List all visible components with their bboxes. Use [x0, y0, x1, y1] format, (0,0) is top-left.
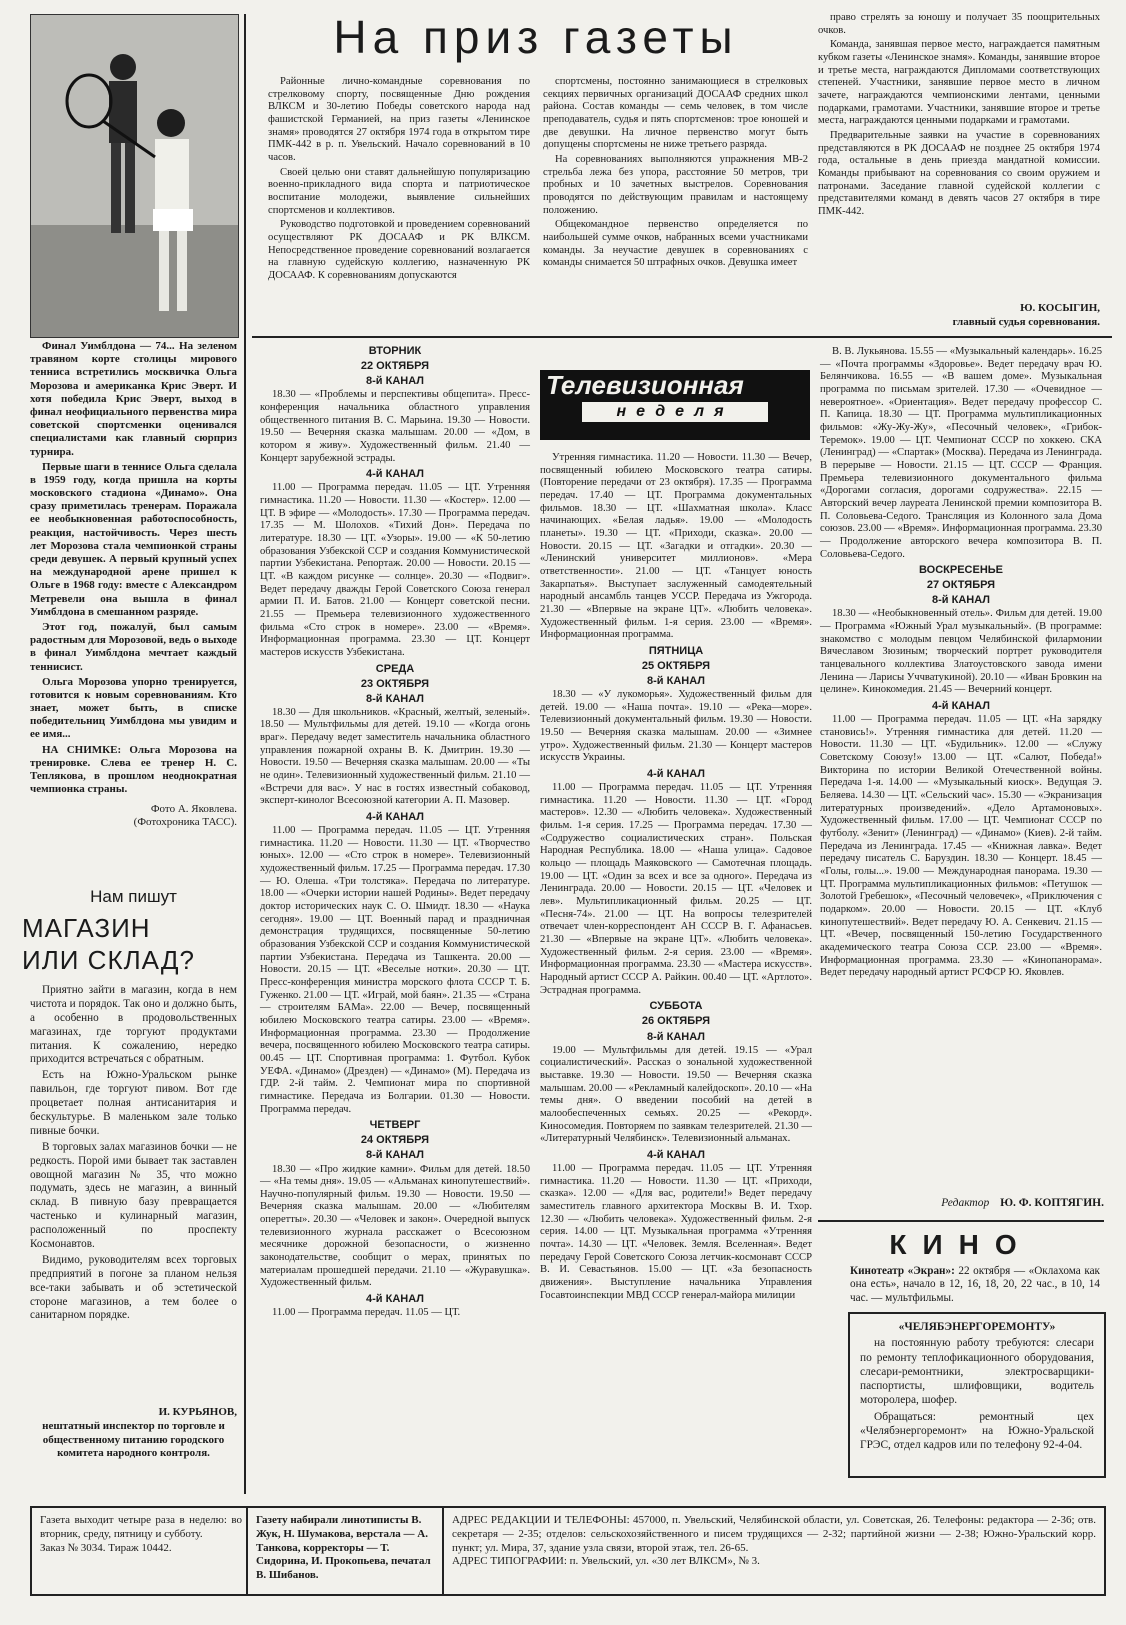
tennis-photo: [30, 14, 239, 338]
tv-day-heading: 4-й КАНАЛ: [932, 700, 990, 713]
letter-author: [30, 1406, 237, 1486]
letter-title-line: ИЛИ СКЛАД?: [22, 945, 195, 975]
tv-day-heading: 4-й КАНАЛ: [366, 811, 424, 824]
letter-paragraph: Есть на Южно-Уральском рынке павильон, где торгуют пивом. Вот где процветает полная антисанитария и бескультурье. В маленьком зале только пивные бочки.: [30, 1069, 237, 1137]
job-ad-title: «ЧЕЛЯБЭНЕРГОРЕМОНТУ»: [898, 1321, 1056, 1333]
footer-order: Заказ № 3034. Тираж 10442.: [40, 1541, 172, 1554]
tv-program-text: 19.00 — Мультфильмы для детей. 19.15 — «Урал социалистический». Рассказ о зональной художественной выставке. 19.30 — Новости. 19.50 — Вечерняя сказка малышам. 20.00 — «Рекламный калейдоскоп». 20.10 — «На темы дня». О введении пособий на детей в малообеспеченных семьях. 20.25 — «Рекорд». Киносомедия. Повторяем по заявкам телезрителей. 21.30 — «Литературный Челябинск». Телевизионный альманах.: [540, 1044, 812, 1145]
tv-day-heading: 4-й КАНАЛ: [647, 1148, 705, 1161]
tv-day-heading: СУББОТА: [649, 1000, 703, 1013]
section-divider: [818, 1220, 1104, 1222]
tv-program-text: В. В. Лукьянова. 15.55 — «Музыкальный календарь». 16.25 — «Почта программы «Здоровье». Ведет передачу врач Ю. Белянчикова. 16.55 — «В вашем доме». Музыкальная программа по письмам зрителей. 17.30 — «Очевидное — невероятное». «Ориентация». Ведет передачу профессор С. П. Капица. 18.30 — ЦТ. Программа мультипликационных фильмов: «Жу-Жу-Жу», «Песочный человек», «Грибок-Теремок». 19.00 — ЦТ. Чемпионат СССР по хоккею. СКА (Ленинград) — «Спартак» (Москва). Передача из Ленинграда. В перерыве — Новости. 21.15 — ЦТ. СССР — Франция. Премьера телевизионного документального фильма «Дорогами согласия, дорогами содружества». 22.15 — Авторский вечер лауреата Ленинской премии композитора В. П. Соловьева-Седого. Трансляция из Колонного зала Дома союзов. 23.00 — «Время». Информационная программа. 23.30 — Продолжение авторского вечера композитора В. П. Соловьева-Седого.: [820, 346, 1102, 560]
letter-author-note: нештатный инспектор по торговле и общественному питанию городского комитета народного контроля.: [42, 1419, 225, 1460]
caption-paragraph: Этот год, пожалуй, был самым радостным для Морозовой, ведь о выходе в финал Уимблдона мечтает каждый теннисист.: [30, 620, 238, 673]
footer-schedule-text: Газета выходит четыре раза в неделю: во вторник, среду, пятницу и субботу.: [40, 1514, 242, 1540]
tv-day-heading: 8-й КАНАЛ: [647, 675, 705, 688]
letter-title-line: МАГАЗИН: [22, 913, 151, 943]
tv-column-3: [820, 346, 1102, 1192]
kino-cinema-name: Кинотеатр «Экран»:: [850, 1265, 955, 1277]
prize-column-3: [818, 12, 1100, 300]
tv-program-text: 11.00 — Программа передач. 11.05 — ЦТ. «На зарядку становись!». Утренняя гимнастика для детей. 11.20 — Новости. 11.30 — ЦТ. «Будильник». 12.00 — «Служу Советскому Союзу!» 13.00 — ЦТ. «Салют, Победа!» Викторина по истории Великой Отечественной войны. Передача 1-я. 14.00 — «Музыкальный киоск». Ведущая Э. Беляева. 14.30 — ЦТ. «Сельский час». 15.30 — «Экранизация литературных произведений». «Дело Артамоновых». Художественный фильм. 17.00 — ЦТ. Чемпионат СССР по футболу. «Зенит» (Ленинград) — «Динамо» (Киев). 2-й тайм. Передача из Ленинграда. 17.45 — «Книжная лавка». Ведет передачу писатель С. Баруздин. 18.30 — Концерт. 18.45 — «Голы, голы...». 19.00 — Международная панорама. 19.30 — ЦТ. Программа мультипликационных фильмов: «Петушок — Золотой Гребешок», «Песочный человечек», «Приключения с подарком». 20.00 — Новости. 20.15 — ЦТ. «Клуб кинопутешествий». Ведет передачу Ю. А. Сенкевич. 21.15 — ЦТ. «Вечер, посвященный 150-летию Государственного академического театра Союза ССР. 23.00 — «Время». Информационная программа. 23.30 — «Кинопанорама». Ведет передачу народный артист РСФСР Ю. Яковлев.: [820, 714, 1102, 979]
prize-column-1: [268, 76, 530, 318]
footer-schedule: [40, 1514, 242, 1586]
tv-day-heading: 23 ОКТЯБРЯ: [360, 677, 430, 690]
editor-label: Редактор: [941, 1197, 990, 1209]
tv-day-heading: 4-й КАНАЛ: [366, 1293, 424, 1306]
kino-text: [850, 1265, 1100, 1307]
column-divider: [244, 14, 246, 1494]
prize-paragraph: спортсмены, постоянно занимающиеся в стрелковых секциях первичных организаций ДОСААФ средних школ района. Состав команды — семь человек, в том числе преподаватель, судья и пять спортсменов: трое юношей и две девушки. На личное первенство могут быть допущены спортсмены не ниже третьего разряда.: [543, 76, 808, 151]
tv-day-heading: СРЕДА: [375, 662, 415, 675]
tv-day-heading: ПЯТНИЦА: [648, 644, 704, 657]
tv-program-text: 18.30 — «Проблемы и перспективы общепита». Пресс-конференция начальника областного управления общественного питания В. С. Марьина. 19.30 — Новости. 19.50 — Вечерняя сказка малышам. 20.00 — «Дом, в котором я живу». Художественный фильм. 21.40 — Концерт зарубежной эстрады.: [260, 389, 530, 464]
tv-program-text: 18.30 — «Необыкновенный отель». Фильм для детей. 19.00 — Программа «Южный Урал музыкальный». (В программе: знакомство с молодым певцом Челябинской филармонии Вячеславом Зюзиным; творческий портрет руководителя танцевального коллектива Златоустовского завода имени Ленина — Ларисы Уччватукиной). 20.10 — «Иван Бровкин на целине». Кинокомедия. 21.45 — Вечерний концерт.: [820, 608, 1102, 696]
editor-line: [818, 1197, 1104, 1215]
caption-paragraph: Финал Уимблдона — 74... На зеленом травяном корте столицы мирового тенниса встретились москвичка Ольга Морозова и американка Крис Эверт. И хотя победила Крис Эверт, выход в финал неофициального первенства мира советской спортсменки оценивался специалистами как главный сюрприз турнира.: [30, 340, 237, 458]
tv-day-heading: 8-й КАНАЛ: [366, 1149, 424, 1162]
prize-paragraph: Общекомандное первенство определяется по наибольшей сумме очков, набранных всеми участниками команды. За неучастие девушек в соревнованиях с команды снимается 50 штрафных очков. Девушка имеет: [543, 219, 808, 269]
tv-week-logo: [540, 370, 810, 440]
photo-credit-line: (Фотохроника ТАСС).: [133, 816, 237, 829]
tennis-photo-image: [31, 15, 238, 337]
tv-column-2: [540, 452, 812, 1494]
tv-day-heading: 22 ОКТЯБРЯ: [360, 360, 430, 373]
tv-day-heading: 8-й КАНАЛ: [366, 692, 424, 705]
letter-paragraph: В торговых залах магазинов бочки — не редкость. Порой ими бывает так заставлен овощной магазин № 35, что можно подумать, здесь не магазин, а винный склад. В пивную базу превращается частенько и кулинарный магазин, расположенный по проспекту Космонавтов.: [30, 1140, 237, 1251]
prize-paragraph: Своей целью они ставят дальнейшую популяризацию военно-прикладного вида спорта и патриотическое воспитание молодежи, выявление сильнейших спортсменов и коллективов.: [268, 166, 530, 216]
tv-program-text: 18.30 — Для школьников. «Красный, желтый, зеленый». 18.50 — Мультфильмы для детей. 19.10 — «Когда огонь враг». Передачу ведет заместитель начальника областного управления пожарной охраны В. К. Дмитрин. 19.30 — Новости. 19.50 — Вечерняя сказка малышам. 20.00 — «Ты не один». Телевизионный художественный фильм. 21.10 — «Встречи для вас». У нас в гостях известный собаковод, эксперт-кинолог Всесоюзной категории А. П. Мазовер.: [260, 706, 530, 807]
letter-body: [30, 984, 237, 1404]
letter-paragraph: Видимо, руководителям всех торговых предприятий в погоне за планом нельзя все-таки забывать и об эстетической стороне магазинов, а тем более о санитарном порядке.: [30, 1253, 237, 1322]
prize-column-2: [543, 76, 808, 318]
prize-paragraph: Районные лично-командные соревнования по стрелковому спорту, посвященные Дню рождения ВЛКСМ и 30-летию Победы советского народа над фашистской Германией, на приз газеты «Ленинское знамя» проводятся 27 октября 1974 года в открытом тире ПМК-442 в р. п. Увельский. Начало соревнований в 10 часов.: [268, 76, 530, 163]
tv-day-heading: ВОСКРЕСЕНЬЕ: [918, 564, 1004, 577]
tv-day-heading: 27 ОКТЯБРЯ: [926, 579, 996, 592]
prize-signature-name: Ю. КОСЫГИН,: [1020, 302, 1100, 314]
caption-paragraph: Первые шаги в теннисе Ольга сделала в 1959 году, когда пришла на корты московского стадиона «Динамо». Она сразу приметилась тренерам. Поражала ее необыкновенная работоспособность, реакция, настойчивость. Через шесть лет Морозова стала чемпионкой страны среди девушек. А первый крупный успех на международной арене пришел к Ольге в 1968 году: вместе с Александром Метревели она вышла в финал Уимблдона в смешанном разряде.: [30, 460, 237, 618]
tv-program-text: 18.30 — «Про жидкие камни». Фильм для детей. 18.50 — «На темы дня». 19.05 — «Альманах кинопутешествий». Научно-популярный фильм. 19.30 — Новости. 19.50 — Вечерняя сказка малышам. 20.00 — «Любителям оперетты». 20.30 — «Человек и закон». Очередной выпуск телевизионного журнала расскажет о Всесоюзном месячнике дорожной безопасности, о жизненно законодательстве, сообщит о мерах, принятых по материалам прошедшей передачи. 21.10 — «Журавушка». Художественный фильм.: [260, 1163, 530, 1289]
tv-program-text: 11.00 — Программа передач. 11.05 — ЦТ. Утренняя гимнастика. 11.20 — Новости. 11.30 — «Костер». 12.00 — ЦТ. В эфире — «Молодость». 17.30 — Программа передач. 17.35 — М. Шолохов. «Тихий Дон». Передача по литературе. 18.30 — ЦТ. «Узоры». 19.00 — «К 50-летию образования Узбекской ССР и создания Коммунистической партии Узбекистана. Репортаж. 20.00 — Новости. 20.15 — ЦТ. «В каждом рисунке — солнце». 20.30 — «Подвиг». Ведет передачу дважды Герой Советского Союза генерал армии П. И. Батов. 21.00 — Концерт советской песни. 21.55 — Премьера телевизионного художественного фильма «Сто строк в номере». 23.00 — «Время». Информационная программа. 23.30 — ЦТ. Концерт мастеров искусств Узбекистана.: [260, 482, 530, 658]
photo-credit: [30, 803, 237, 839]
tv-week-logo-line1: Телевизионная: [546, 370, 744, 400]
footer-printing-address: АДРЕС ТИПОГРАФИИ: п. Увельский, ул. «30 лет ВЛКСМ», № 3.: [452, 1555, 760, 1568]
caption-paragraph: НА СНИМКЕ: Ольга Морозова на тренировке. Слева ее тренер Н. С. Теплякова, в прошлом неоднократная чемпионка страны.: [30, 743, 237, 796]
prize-signature-role: главный судья соревнования.: [952, 315, 1100, 328]
prize-signature: [818, 302, 1100, 334]
tv-day-heading: 4-й КАНАЛ: [366, 468, 424, 481]
tv-day-heading: 26 ОКТЯБРЯ: [641, 1015, 711, 1028]
tv-program-text: 11.00 — Программа передач. 11.05 — ЦТ. Утренняя гимнастика. 11.20 — Новости. 11.30 — ЦТ. «Город мастеров». 12.30 — «Любить человека». Художественный фильм. 1-я серия. 17.25 — Программа передач. 17.30 — «Содружество социалистических стран». Польская Народная Республика. 18.00 — «Наша улица». Садовое кольцо — площадь Маяковского — Самотечная площадь. 19.00 — ЦТ. «Один за всех и все за одного». Передача из Ленинграда. 20.00 — Новости. 20.15 — ЦТ. «Человек и лев». Мультипликационный фильм. 20.25 — ЦТ. «Песня-74». 21.00 — ЦТ. На вопросы телезрителей отвечает член-корреспондент АН СССР В. Г. Афанасьев. 21.30 — «Впервые на экране ЦТ». «Любить человека». Художественный фильм. 2-я серия. 23.00 — «Время». Информационная программа. 23.30 — «Мастера искусств». Народный артист СССР А. Райкин. 00.40 — ЦТ. «Артлото». Эстрадная программа.: [540, 782, 812, 996]
tv-day-heading: 8-й КАНАЛ: [366, 375, 424, 388]
tv-week-logo-line2: неделя: [580, 400, 770, 424]
tv-program-text: 11.00 — Программа передач. 11.05 — ЦТ.: [272, 1307, 461, 1319]
tv-day-heading: 8-й КАНАЛ: [647, 1030, 705, 1043]
editor-name: Ю. Ф. КОПТЯГИН.: [1000, 1197, 1104, 1209]
tv-program-text: 18.30 — «У лукоморья». Художественный фильм для детей. 19.00 — «Наша почта». 19.10 — «Река—море». Телевизионный документальный фильм. 19.30 — Новости. 19.50 — Вечерняя сказка малышам. 20.00 — «Зимнее утро». Художественный фильм. 21.30 — Концерт мастеров искусств Украины.: [540, 689, 812, 764]
tv-day-heading: 4-й КАНАЛ: [647, 768, 705, 781]
prize-paragraph: Команда, занявшая первое место, награждается памятным кубком газеты «Ленинское знамя». Команды, занявшие второе и третье места, награждаются Дипломами соответствующих степеней. Участники, занявшие первое место в личном зачете, награждаются чемпионскими лентами, ценными подарками, грамотами. Участники, занявшие второе и третье места, награждаются ценными подарками и грамотами.: [818, 39, 1100, 127]
tv-day-heading: ЧЕТВЕРГ: [369, 1119, 421, 1132]
photo-caption: [30, 340, 238, 796]
letter-paragraph: Приятно зайти в магазин, когда в нем чистота и порядок. Так оно и должно быть, а особенно в продовольственных магазинах, где торгуют продуктами питания. К сожалению, нередко приходится встречаться с обратным.: [30, 984, 237, 1066]
section-divider: [252, 336, 1112, 338]
letter-title: [22, 912, 237, 982]
kino-schedule: 22 октября — «Оклахома как она есть», начало в 12, 16, 18, 20, 22 час., в 10, 14 час. — мультфильмы.: [850, 1265, 1100, 1304]
prize-paragraph: Предварительные заявки на участие в соревнованиях представляются в РК ДОСААФ не позднее 25 октября 1974 года, остальные в день приезда мандатной комиссии. Команды прибывают на соревнования со своим оружием и патронами. Заседание главной судейской коллегии с представителями команд в девять часов 27 октября в тире ПМК-442.: [818, 129, 1100, 217]
kino-title: КИНО: [889, 1229, 1033, 1260]
prize-title: На приз газеты: [333, 11, 739, 63]
tv-program-text: 11.00 — Программа передач. 11.05 — ЦТ. Утренняя гимнастика. 11.20 — Новости. 11.30 — ЦТ. «Творчество юных». 12.00 — «Сто строк в номере». Телевизионный художественный фильм. 17.25 — Программа передач. 17.30 — Ю. Олеша. «Три толстяка». Передача по литературе. 18.00 — «Очерки истории нашей Родины». Ведет передачу доктор исторических наук С. О. Шмидт. 18.30 — «Наука сегодня». 19.00 — ЦТ. Военный парад и праздничная демонстрация трудящихся, посвященные 50-летию образования Узбекской ССР и создания Коммунистической партии Узбекистана. Передача из Ташкента. 20.00 — Новости. 20.15 — ЦТ. «Веселые нотки». 20.30 — ЦТ. Пресс-конференция министра морского флота СССР Т. Б. Гуженко. 21.00 — ЦТ. «Играй, мой баян». 21.35 — «Страна — строителям БАМа». 22.00 — Вечер, посвященный юбилею Московского театра сатиры. 23.00 — «Время». Информационная программа. 23.30 — Продолжение вечера, посвященного юбилею Московского театра сатиры. 00.45 — ЦТ. Спортивная программа: 1. Футбол. Кубок УЕФА. «Динамо» (Дрезден) — «Динамо» (М). Передача из ГДР. 2-й тайм. 2. Чемпионат мира по спортивной гимнастике. Передача из Болгарии. 01.30 — Новости. Программа передач.: [260, 825, 530, 1115]
footer-staff: Газету набирали линотиписты В. Жук, Н. Шумакова, верстала — А. Танкова, корректоры — Т. Сидорина, И. Прокопьева, печатал В. Шибанов.: [256, 1514, 431, 1581]
job-ad-text: Обращаться: ремонтный цех «Челябэнергоремонт» на Южно-Уральской ГРЭС, отдел кадров или по телефону 92-4-04.: [860, 1410, 1094, 1451]
prize-paragraph: Руководство подготовкой и проведением соревнований осуществляют РК ДОСААФ и РК ВЛКСМ. Непосредственное проведение соревнований возлагается на главную судейскую коллегию, назначенную РК ДОСААФ. К соревнованиям допускаются: [268, 219, 530, 281]
tv-day-heading: 24 ОКТЯБРЯ: [360, 1134, 430, 1147]
tv-day-heading: 8-й КАНАЛ: [932, 594, 990, 607]
photo-credit-line: Фото А. Яковлева.: [150, 803, 237, 815]
tv-column-1: [260, 342, 530, 1494]
footer-divider: [442, 1508, 444, 1594]
tv-program-text: 11.00 — Программа передач. 11.05 — ЦТ. Утренняя гимнастика. 11.20 — Новости. 11.30 — ЦТ. «Приходи, сказка». 12.00 — «Для вас, родители!» Ведет передачу заместитель главного архитектора Москвы В. И. Тхор. 12.30 — «Любить человека». Художественный фильм. 2-я серия. 14.00 — ЦТ. Музыкальная программа «Утренняя почта». 14.30 — ЦТ. «Человек. Земля. Вселенная». Ведет передачу Герой Советского Союза летчик-космонавт СССР В. И. Севастьянов. 15.00 — ЦТ. «За безопасность движения». Выступление начальника Управления Госавтоинспекции МВД СССР генерал-майора милиции: [540, 1162, 812, 1301]
footer-address: [452, 1514, 1096, 1590]
caption-paragraph: Ольга Морозова упорно тренируется, готовится к новым соревнованиям. Кто знает, может быть, в списке победительниц Уимблдона мы увидим и ее имя...: [30, 675, 237, 741]
footer-divider: [246, 1508, 248, 1594]
tv-program-text: Утренняя гимнастика. 11.20 — Новости. 11.30 — Вечер, посвященный юбилею Московского театра сатиры. (Повторение передачи от 23 октября). 17.35 — Программа передач. 17.40 — ЦТ. Программа документальных фильмов. 18.30 — ЦТ. «Шахматная школа». Класс начинающих. «Белая ладья». 19.00 — «Молодость планеты». 19.30 — ЦТ. «Приходи, сказка». 20.00 — Новости. 20.15 — ЦТ. «Загадки и отгадки». 20.30 — «Ленинский университет миллионов». «Мера ответственности». 21.00 — ЦТ. «Танцует юность Закарпатья». Выступает заслуженный самодеятельный народный ансамбль танцев УССР. Передача из Ужгорода. 21.30 — «Впервые на экране ЦТ». «Любить человека». Художественный фильм. 1-я серия. 23.00 — «Время». Информационная программа.: [540, 452, 812, 641]
job-ad: [848, 1312, 1106, 1478]
footer-imprint: [30, 1506, 1106, 1596]
letter-rubric: Нам пишут: [90, 887, 177, 906]
letter-author-name: И. КУРЬЯНОВ,: [158, 1406, 237, 1418]
footer-address-text: АДРЕС РЕДАКЦИИ И ТЕЛЕФОНЫ: 457000, п. Увельский, Челябинской области, ул. Советская, 26. Телефоны: редактора — 2-36; отв. секретаря — 2-35; отделов: сельскохозяйственного и писем трудящихся — 2-32; партийной жизни — 2-38; Южно-Уральский корр. пункт; ул. Мира, 37, здание узла связи, второй этаж, тел. 26-65.: [452, 1514, 1096, 1554]
prize-paragraph: На соревнованиях выполняются упражнения МВ-2 стрельба лежа без упора, расстояние 50 метров, три пробных и 10 зачетных выстрелов. Соревнования проводятся по действующим правилам и настоящему положению.: [543, 153, 808, 216]
tv-day-heading: 25 ОКТЯБРЯ: [641, 659, 711, 672]
prize-paragraph: право стрелять за юношу и получает 35 поощрительных очков.: [818, 12, 1100, 36]
tv-day-heading: ВТОРНИК: [368, 345, 422, 357]
job-ad-text: на постоянную работу требуются: слесари по ремонту теплофикационного оборудования, слесари-ремонтники, электросварщики-паспортисты, шлифовщики, водитель моторолера, шофер.: [860, 1337, 1094, 1407]
